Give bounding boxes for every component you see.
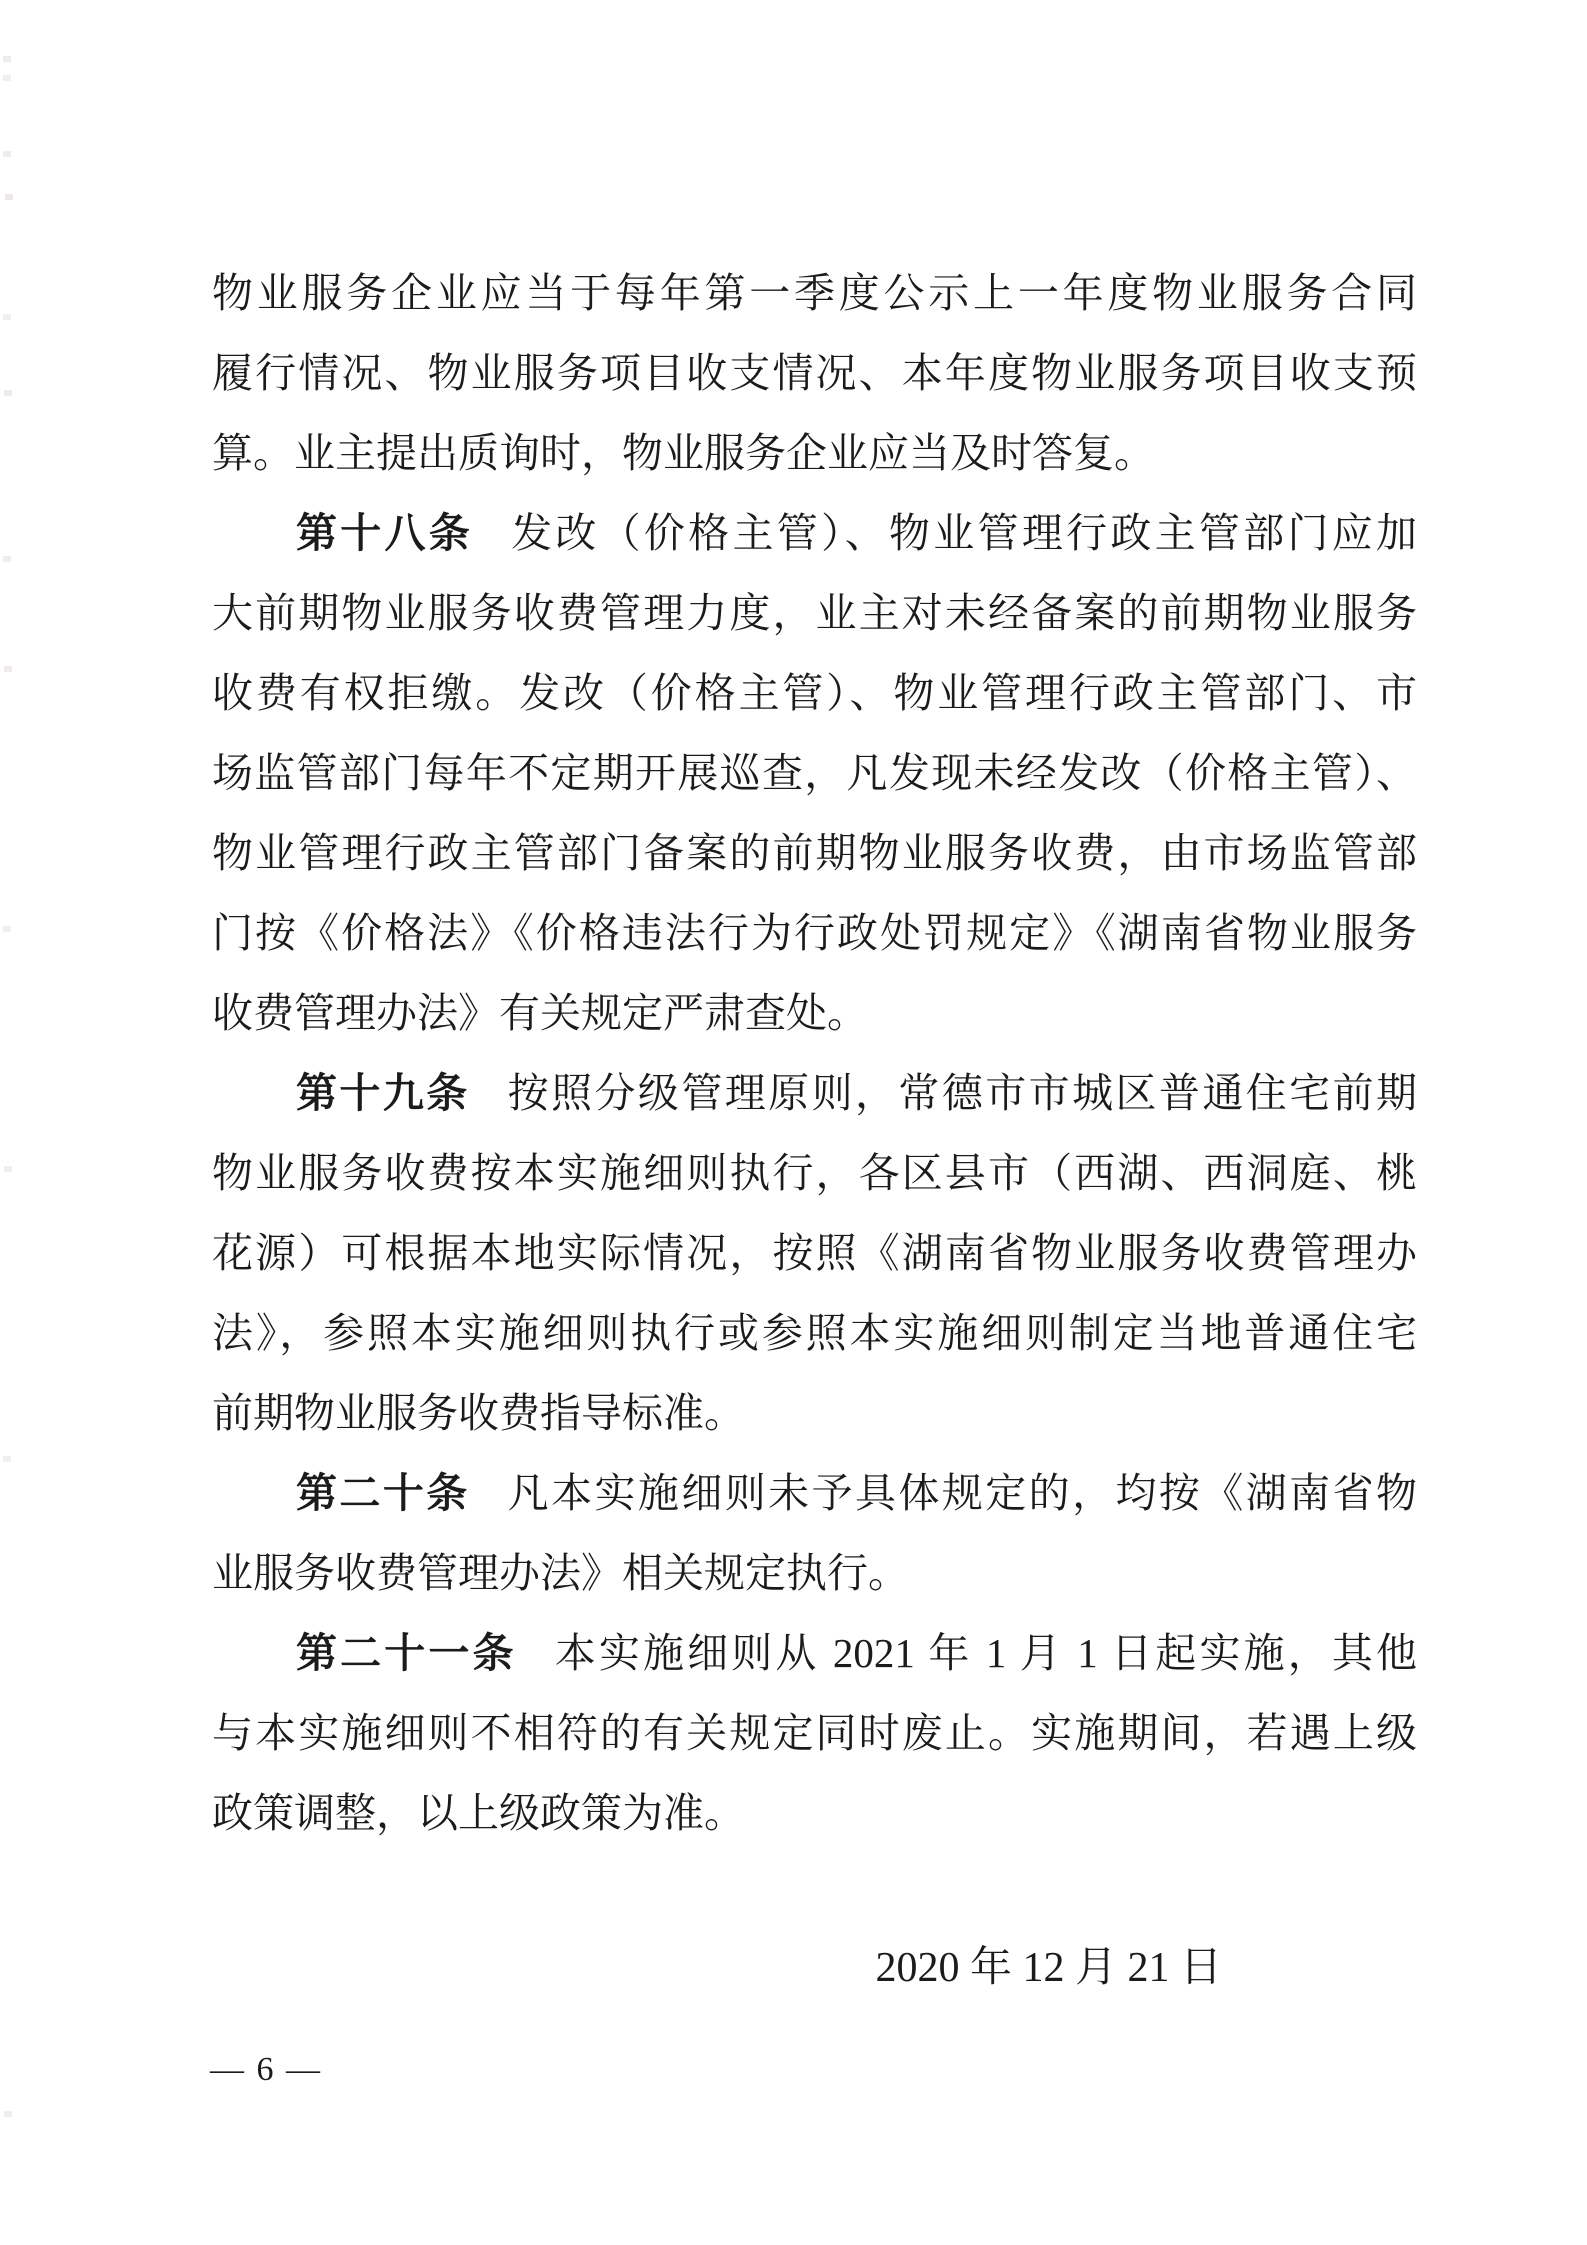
- line-text: 凡本实施细则未予具体规定的，均按《湖南省物: [507, 1470, 1418, 1516]
- text-line-article-21: [212, 1613, 1417, 1693]
- line-text: 算。业主提出质询时，物业服务企业应当及时答复。: [212, 430, 1155, 476]
- line-text: 与本实施细则不相符的有关规定同时废止。实施期间，若遇上级: [212, 1710, 1417, 1756]
- article-heading: 第十九条: [296, 1070, 470, 1116]
- scan-speckles: [3, 56, 11, 62]
- line-text: 前期物业服务收费指导标准。: [212, 1390, 745, 1436]
- text-line: [212, 1133, 1417, 1213]
- text-line: [212, 1773, 1417, 1853]
- line-text: 业服务收费管理办法》相关规定执行。: [212, 1550, 909, 1596]
- text-line: [212, 653, 1417, 733]
- text-line-article-20: [212, 1453, 1417, 1533]
- line-text: 场监管部门每年不定期开展巡查，凡发现未经发改（价格主管）、: [212, 750, 1417, 796]
- page-number: — 6 —: [210, 2051, 322, 2088]
- article-heading: 第二十一条: [296, 1630, 517, 1676]
- line-text: 本实施细则从 2021 年 1 月 1 日起实施，其他: [554, 1630, 1418, 1676]
- text-line: [212, 973, 1417, 1053]
- article-heading: 第十八条: [296, 510, 474, 556]
- line-text: 收费管理办法》有关规定严肃查处。: [212, 990, 868, 1036]
- line-text: 花源）可根据本地实际情况，按照《湖南省物业服务收费管理办: [212, 1230, 1417, 1276]
- line-text: 履行情况、物业服务项目收支情况、本年度物业服务项目收支预: [212, 350, 1417, 396]
- date-line: [212, 1928, 1417, 2008]
- line-text: 物业管理行政主管部门备案的前期物业服务收费，由市场监管部: [212, 830, 1417, 876]
- text-line: [212, 1293, 1417, 1373]
- line-text: 发改（价格主管）、物业管理行政主管部门应加: [511, 510, 1418, 556]
- text-line: [212, 413, 1417, 493]
- line-text: 政策调整，以上级政策为准。: [212, 1790, 745, 1836]
- line-text: 按照分级管理原则，常德市市城区普通住宅前期: [507, 1070, 1418, 1116]
- line-text: 大前期物业服务收费管理力度，业主对未经备案的前期物业服务: [212, 590, 1417, 636]
- document-body: [212, 253, 1417, 1853]
- text-line: [212, 573, 1417, 653]
- line-text: 物业服务企业应当于每年第一季度公示上一年度物业服务合同: [212, 270, 1417, 316]
- line-text: 收费有权拒缴。发改（价格主管）、物业管理行政主管部门、市: [212, 670, 1417, 716]
- text-line: [212, 253, 1417, 333]
- text-line: [212, 813, 1417, 893]
- line-text: 物业服务收费按本实施细则执行，各区县市（西湖、西洞庭、桃: [212, 1150, 1417, 1196]
- text-line: [212, 1213, 1417, 1293]
- text-line: [212, 333, 1417, 413]
- text-line: [212, 1533, 1417, 1613]
- line-text: 法》，参照本实施细则执行或参照本实施细则制定当地普通住宅: [212, 1310, 1417, 1356]
- document-date: 2020 年 12 月 21 日: [875, 1945, 1222, 1991]
- article-heading: 第二十条: [296, 1470, 470, 1516]
- line-text: 门按《价格法》《价格违法行为行政处罚规定》《湖南省物业服务: [212, 910, 1417, 956]
- text-line-article-18: [212, 493, 1417, 573]
- text-line: [212, 1373, 1417, 1453]
- text-line: [212, 1693, 1417, 1773]
- text-line: [212, 733, 1417, 813]
- text-line: [212, 893, 1417, 973]
- text-line-article-19: [212, 1053, 1417, 1133]
